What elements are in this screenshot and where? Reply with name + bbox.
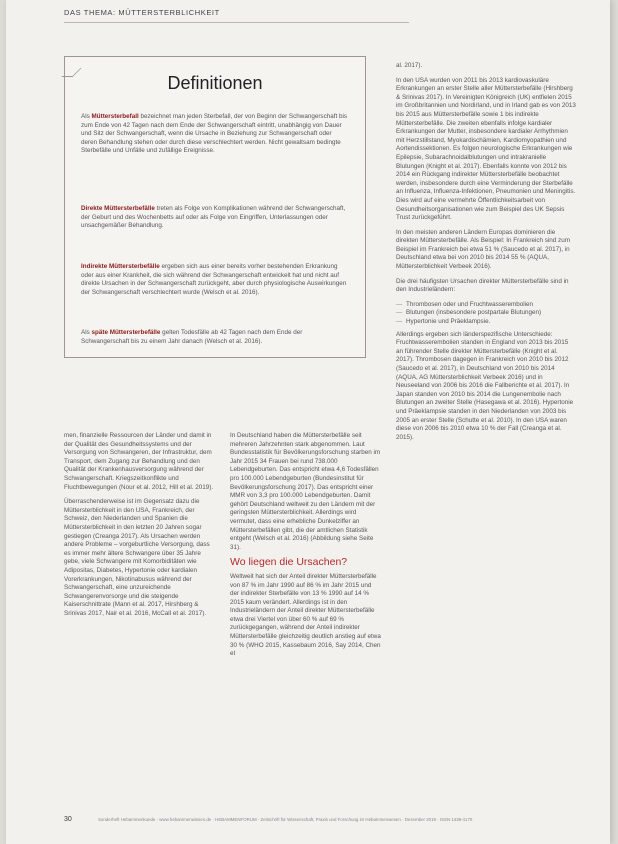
definition-direkte: Direkte Müttersterbefälle treten als Folge von Komplikationen während der Schwangerschaft, der Geburt und des Wochenbetts auf oder als Folge von Eingriffen, Unterlassungen oder unsachgemäßer Behandlung.: [81, 205, 346, 230]
right-column: [396, 62, 576, 448]
middle-paragraph: Weltweit hat sich der Anteil direkter Müttersterbefälle von 87 % im Jahr 1990 auf 86 % im Jahr 2015 und der indirekter Sterbefälle von 13 % 1990 auf 14 % 2015 kaum verändert. Allerdings ist in den Industrieländern der Anteil direkter Müttersterbefälle etwa drei Viertel von über 60 % auf 69 % zurückgegangen, während der Anteil indirekter Müttersterbefälle gleichzeitig deutlich anstieg auf etwa 30 % (WHO 2015, Kassebaum 2016, Say 2014, Chen et: [230, 572, 381, 658]
right-paragraph: Die drei häufigsten Ursachen direkter Müttersterbefälle sind in den Industrieländern:: [396, 277, 569, 294]
left-paragraph: men, finanzielle Ressourcen der Länder und damit in der Qualität des Gesundheitssystems und der Versorgung von Schwangeren, der Infrastruktur, dem Transport, dem Zugang zur Behandlung und den Qualität der Krankenhausversorgung während der Schwangerschaft. Kriegszeitkonflikte und Fluchtbewegungen (Nour et al. 2012, Hill et al. 2019).: [64, 432, 214, 491]
left-paragraph: Überraschenderweise ist im Gegensatz dazu die Müttersterblichkeit in den USA, Frankreich, der Schweiz, den Niederlanden und Spanien die Müttersterblichkeit in den letzten 20 Jahren sogar gestiegen (Creanga 2017). Als Ursachen werden andere Probleme – vorgeburtliche Versorgung, dass es immer mehr ältere Schwangere über 35 Jahre gebe, viele Schwangere mit Komorbiditäten wie Adipositas, Diabetes, Hypertonie oder kardialen Vorerkrankungen, Nikotinabusus während der Schwangerschaft, eine unzureichende Schwangerenvorsorge und die steigende Kaiserschnittrate (Mann et al. 2017, Hirshberg & Srinivas 2017, Nair et al. 2016, McCall et al. 2017).: [64, 498, 210, 617]
footer-text: Sonderheft Hebammenkunde · www.hebammenwissen.de · HEBAMMENFORUM · Zeitschrift für Wissenschaft, Praxis und Forschung im Hebammenwesen · Dezember 2019 · ISSN 1439-4170: [98, 817, 473, 822]
left-column: [64, 432, 216, 624]
definitions-box: [64, 56, 366, 358]
middle-paragraph: In Deutschland haben die Müttersterbefälle seit mehreren Jahrzehnten stark abgenommen. Laut Bundesstatistik für Bevölkerungsforschung starben im Jahr 2015 34 Frauen bei rund 738.000 Lebendgeburten. Das entspricht etwa 4,6 Todesfällen pro 100.000 Lebendgeburten (Bundesinstitut für Bevölkerungsforschung 2017). Das entspricht einer MMR von 3,3 pro 100.000 Lebendgeburten. Damit gehört Deutschland weltweit zu den Ländern mit der geringsten Müttersterblichkeit. Allerdings wird vermutet, dass eine erhebliche Dunkelziffer an Müttersterbefällen gibt, die der amtlichen Statistik entgeht (Welsch et al. 2016) (Abbildung siehe Seite 31).: [230, 432, 381, 551]
list-item: — Blutungen (insbesondere postpartale Blutungen): [406, 309, 576, 318]
section-header: DAS THEMA: MÜTTERSTERBLICHKEIT: [64, 8, 220, 17]
definition-spaete: Als späte Müttersterbefälle gelten Todesfälle ab 42 Tagen nach dem Ende der Schwangerschaft bis zu einem Jahr danach (Welsch et al. 2016).: [81, 329, 303, 345]
right-paragraph: In den meisten anderen Ländern Europas dominieren die direkten Müttersterbefälle. Als Beispiel: In Frankreich sind zum Beispiel im Frankreich bei etwa 51 % (Saucedo et al. 2017), in Deutschland etwa bei von 2010 bis 2014 55 % (AQUA, Müttersterblichkeit Verbeek 2016).: [396, 228, 570, 271]
document-page: [6, 0, 610, 844]
definitions-title: Definitionen: [167, 73, 263, 93]
definition-indirekte: Indirekte Müttersterbefälle ergeben sich aus einer bereits vorher bestehenden Erkrankung oder aus einer Krankheit, die sich während der Schwangerschaft entwickelt hat und nicht auf direkte Ursachen in der Schwangerschaft zurückgeht, aber durch physiologische Auswirkungen der Schwangerschaft verschlechtert wurde (Welsch et al. 2016).: [81, 263, 347, 296]
right-paragraph: al. 2017).: [396, 62, 423, 69]
definition-muettersterbefall: Als Müttersterbefall bezeichnet man jeden Sterbefall, der von Beginn der Schwangerschaft bis zum Ende von 42 Tagen nach dem Ende der Schwangerschaft eintritt, unabhängig von Dauer und Sitz der Schwangerschaft, wenn die Ursache in Beziehung zur Schwangerschaft oder deren Behandlung stehen oder durch diese verschlechtert werden. Nicht gewaltsam bedingte Sterbefälle und Unfälle und zufällige Ereignisse.: [81, 113, 348, 155]
middle-column: [230, 432, 382, 665]
causes-list: [396, 301, 576, 327]
header-rule: [64, 22, 409, 23]
list-item: — Hypertonie und Präeklampsie.: [406, 318, 576, 327]
list-item: — Thrombosen oder und Fruchtwasserembolien: [406, 301, 576, 310]
right-paragraph: In den USA wurden von 2011 bis 2013 kardiovaskuläre Erkrankungen an erster Stelle aller Müttersterbefälle (Hirshberg & Srinivas 2017). In Vereinigten Königreich (UK) entfielen 2015 im Großbritannien und Nordirland, und in Irland gab es von 2013 bis 2015 aus Müttersterbefälle sowie 1 bis indirekte Müttersterbefälle. Die zweiten ebenfalls infolge kardialer Erkrankungen der Mutter, insbesondere kardialer Arrhythmien mit Herzstillstand, Myokardischämien, Kardiomyopathien und Aortendissektionen. Es folgen neurologische Erkrankungen wie Epilepsie, Subarachnoidalblutungen und intrakranielle Blutungen (Knight et al. 2017). Ebenfalls konnte von 2012 bis 2014 ein Rückgang indirekter Müttersterbefälle beobachtet werden, insbesondere durch eine Verminderung der Sterbefälle an Influenza, Influenza-Infektionen, Pneumonien und Meningitis. Dies wird auf eine vermehrte Öffentlichkeitsarbeit von Gesundheitsorganisationen wie zum Beispiel des UK Sepsis Trust zurückgeführt.: [396, 76, 576, 222]
right-paragraph: Allerdings ergeben sich länderspezifische Unterschiede: Fruchtwasserembolien standen in England von 2013 bis 2015 an führender Stelle direkter Müttersterbefälle (Knight et al. 2017). Thrombosen dagegen in Frankreich von 2010 bis 2012 (Saucedo et al. 2017), in Deutschland von 2010 bis 2014 (AQUA, AG Müttersterblichkeit Verbeek 2016) und in Neuseeland von 2006 bis 2016 die Fallberichte et al. 2017). In Japan standen von 2010 bis 2014 die Lungenembolie nach Blutungen an zweiter Stelle (Hasegawa et al. 2016). Hypertonie und Präeklampsie standen in den Niederlanden von 2003 bis 2005 an erster Stelle (Schutte et al. 2010). In den USA waren diese von 2006 bis 2010 etwa 10 % der Fall (Creanga et al. 2015).: [396, 330, 574, 441]
page-number: 30: [64, 816, 72, 823]
section-heading-causes: Wo liegen die Ursachen?: [230, 556, 348, 569]
